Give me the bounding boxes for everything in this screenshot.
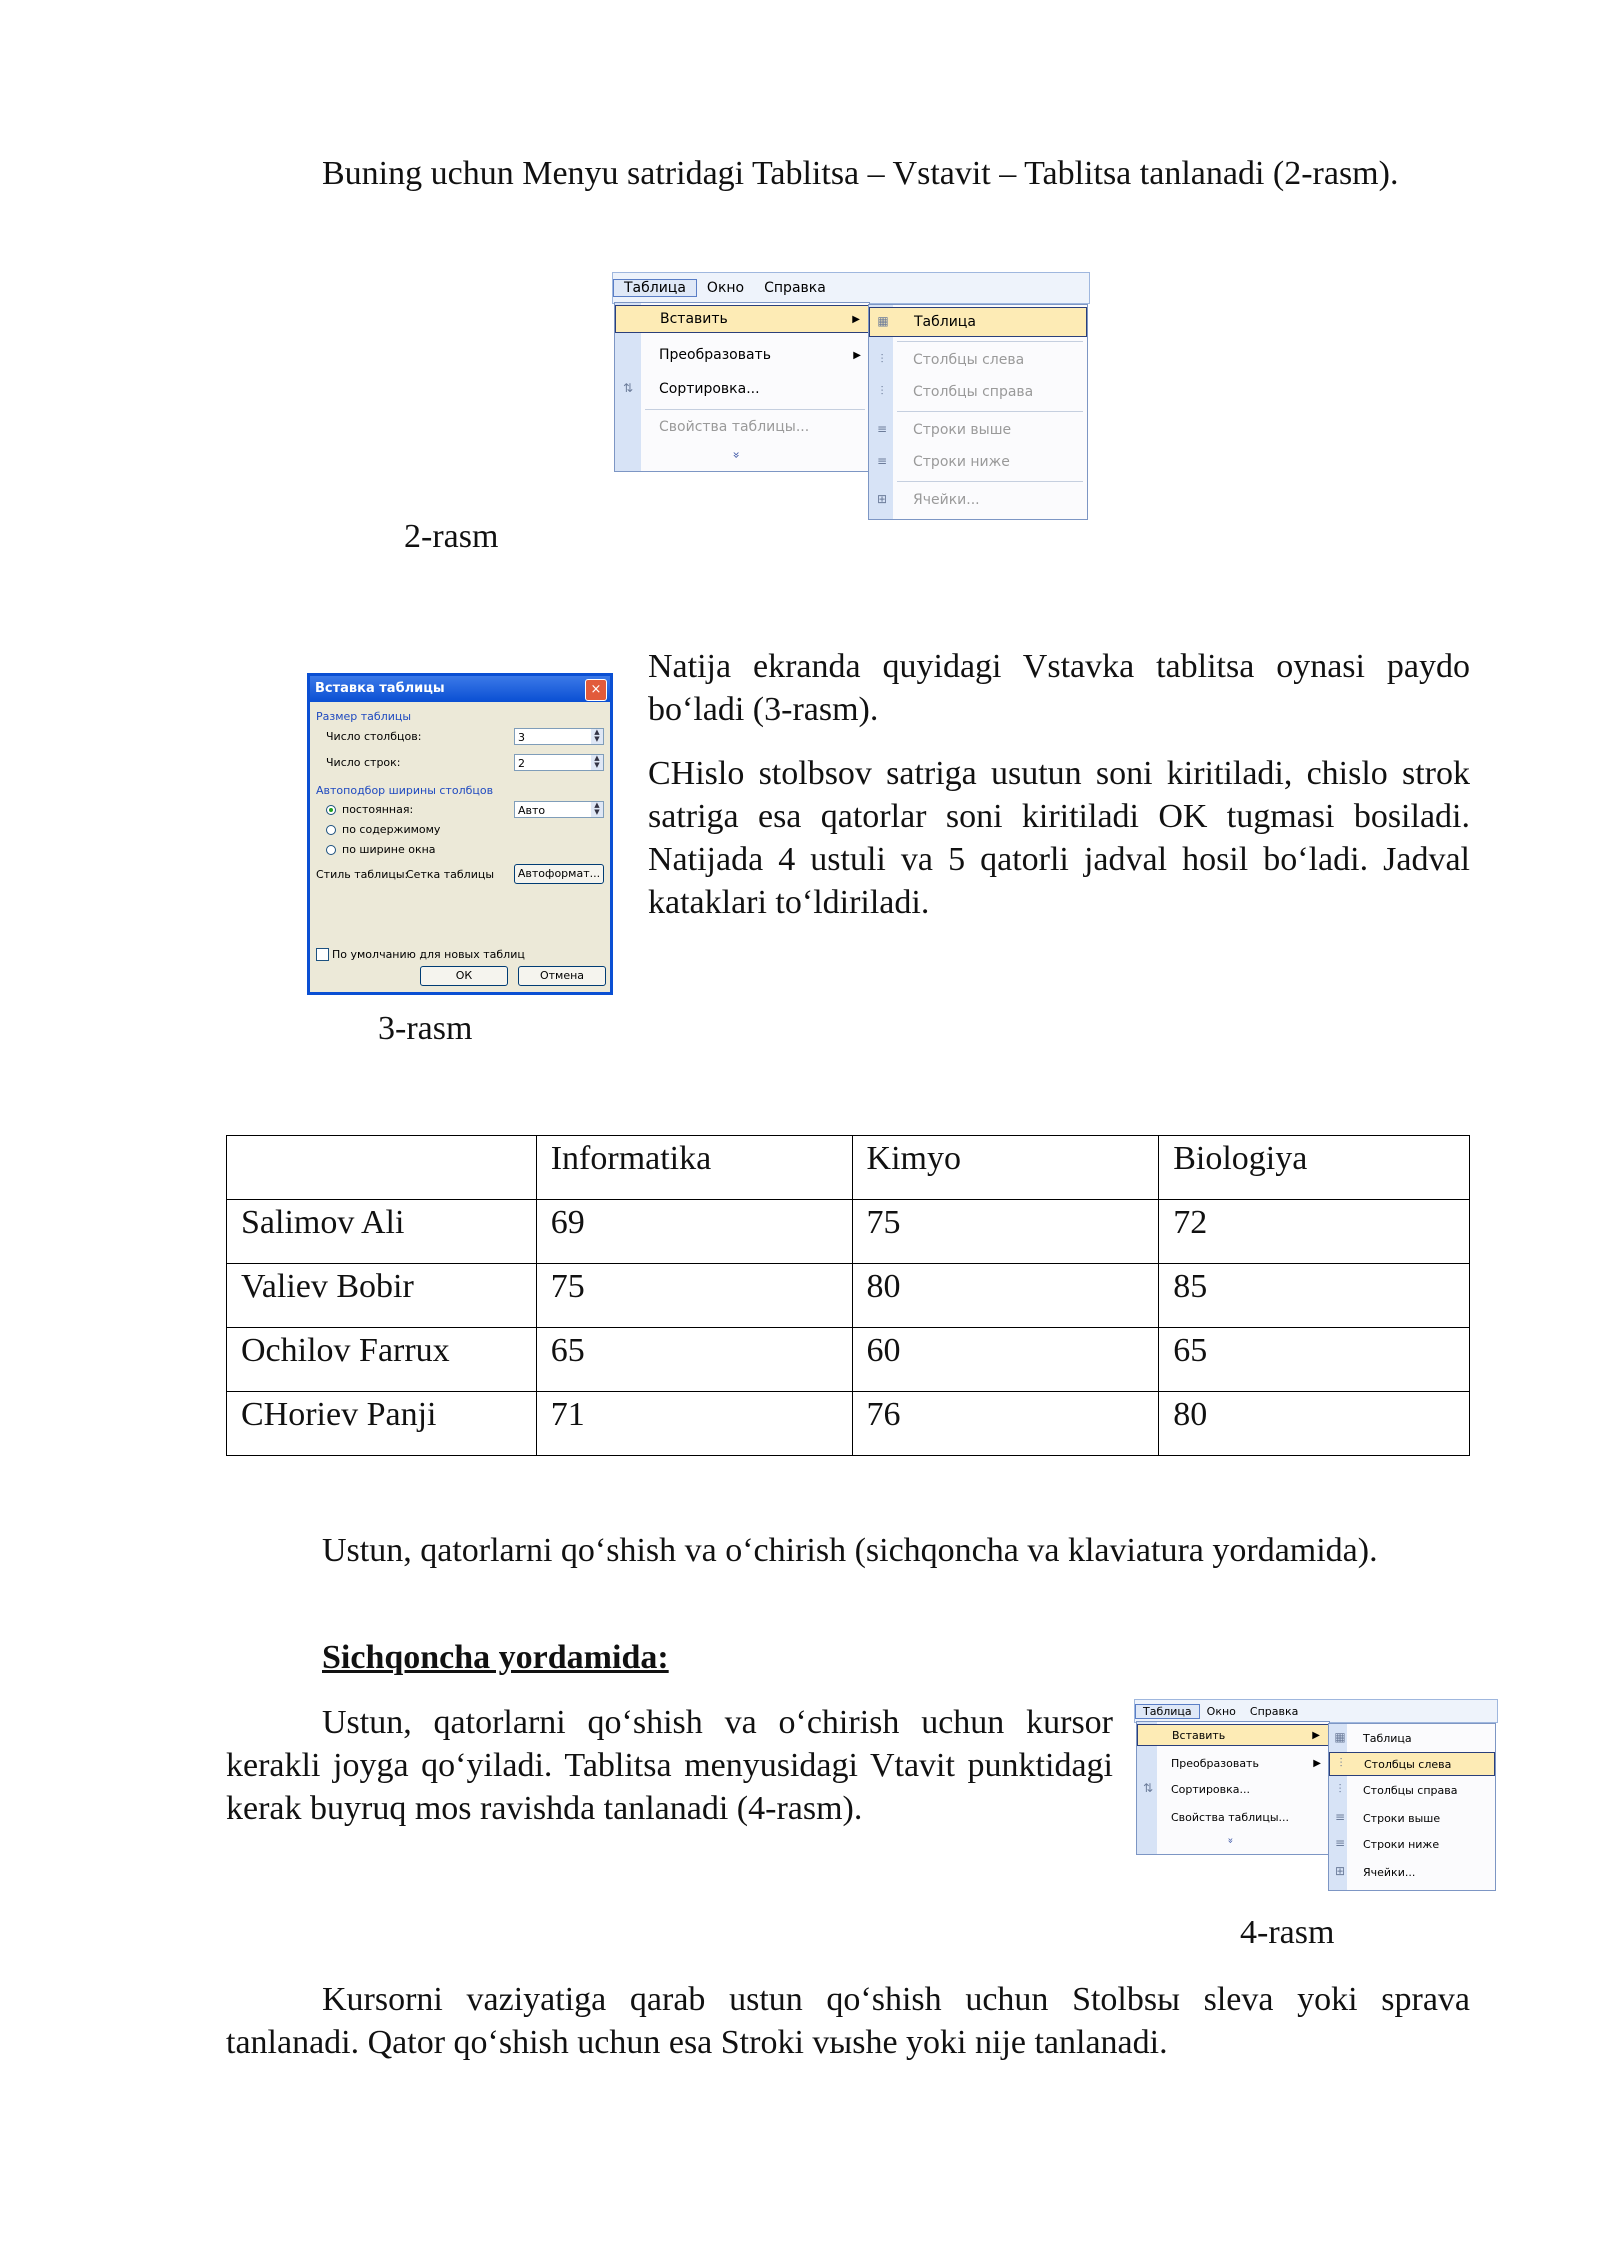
style-value: Сетка таблицы	[406, 868, 495, 881]
submenu-item-label: Столбцы справа	[913, 384, 1034, 400]
radio-window-label: по ширине окна	[342, 843, 436, 856]
menu-item-label: Преобразовать	[659, 347, 771, 363]
figure-4-menu-screenshot	[1134, 1699, 1498, 1891]
menu-okno[interactable]: Окно	[1206, 1704, 1236, 1718]
table-cell: CHoriev Panji	[227, 1392, 537, 1456]
table-cell: Valiev Bobir	[227, 1264, 537, 1328]
submenu-arrow-icon: ▶	[1313, 1757, 1321, 1769]
insert-cells-icon: ⊞	[1334, 1864, 1346, 1878]
submenu-item-label: Столбцы слева	[913, 352, 1025, 368]
menu-spravka[interactable]: Справка	[1249, 1704, 1299, 1718]
table-cell: 60	[852, 1328, 1159, 1392]
submenu-item-label: Ячейки...	[1363, 1865, 1416, 1879]
table-cell: 69	[536, 1200, 852, 1264]
submenu-item-stolbtsy-sprava[interactable]	[869, 377, 1087, 407]
submenu-item-tablitsa[interactable]	[869, 307, 1087, 337]
table-dropdown	[614, 302, 870, 472]
menu-item-preobrazovat[interactable]	[1137, 1752, 1329, 1774]
ok-button[interactable]: ОК	[420, 966, 508, 986]
menu-item-label: Вставить	[1172, 1728, 1226, 1742]
menu-item-label: Сортировка...	[659, 381, 760, 397]
rows-value: 2	[518, 757, 525, 770]
radio-content-label: по содержимому	[342, 823, 441, 836]
radio-content[interactable]	[326, 825, 336, 835]
submenu-item-label: Ячейки...	[913, 492, 980, 508]
submenu-item-label: Таблица	[1363, 1731, 1412, 1745]
figure-3-insert-table-dialog	[307, 673, 613, 995]
submenu-arrow-icon: ▶	[1312, 1729, 1320, 1741]
insert-column-right-icon: ⫶	[1338, 1782, 1342, 1796]
grades-table	[226, 1135, 1470, 1456]
table-cell: 65	[536, 1328, 852, 1392]
menu-item-vstavit[interactable]	[615, 305, 869, 333]
menu-expand[interactable]	[1137, 1830, 1329, 1850]
table-header-cell	[227, 1136, 537, 1200]
menu-okno[interactable]: Окно	[706, 280, 745, 296]
close-icon[interactable]: ×	[585, 679, 607, 701]
menu-bar	[1134, 1699, 1498, 1723]
caption-fig-3: 3-rasm	[378, 1010, 473, 1047]
menu-item-sortirovka[interactable]	[1137, 1778, 1329, 1800]
rows-input[interactable]	[514, 754, 604, 771]
default-checkbox-label: По умолчанию для новых таблиц	[332, 948, 525, 961]
table-row	[227, 1264, 1470, 1328]
submenu-item-stroki-vyshe[interactable]	[1329, 1806, 1495, 1830]
table-dropdown	[1136, 1721, 1330, 1855]
table-header-cell: Biologiya	[1159, 1136, 1470, 1200]
cols-input[interactable]	[514, 728, 604, 745]
paragraph-cursor-position: Kursorni vaziyatiga qarab ustun qo‘shish uchun Stolbsы sleva yoki sprava tanlanadi. Qator qo‘shish uchun esa Stroki vыshe yoki nije tanlanadi.	[226, 1981, 1470, 2061]
insert-row-above-icon: ≡	[876, 422, 888, 436]
submenu-item-label: Таблица	[914, 314, 976, 330]
table-cell: Ochilov Farrux	[227, 1328, 537, 1392]
group-table-size: Размер таблицы	[316, 710, 412, 723]
table-cell: 71	[536, 1392, 852, 1456]
cols-label: Число столбцов:	[326, 730, 422, 743]
insert-row-below-icon: ≡	[876, 454, 888, 468]
menu-spravka[interactable]: Справка	[764, 280, 826, 296]
spinner-icon[interactable]: ▲ ▼	[591, 802, 603, 817]
table-header-row	[227, 1136, 1470, 1200]
insert-column-left-icon: ⫶	[1339, 1756, 1343, 1770]
fixed-width-input[interactable]	[514, 801, 604, 818]
table-cell: Salimov Ali	[227, 1200, 537, 1264]
dialog-title: Вставка таблицы	[310, 676, 610, 702]
table-cell: 80	[1159, 1392, 1470, 1456]
expand-chevron-icon: »	[729, 451, 744, 459]
menu-item-label: Свойства таблицы...	[659, 419, 810, 435]
submenu-item-tablitsa[interactable]	[1329, 1726, 1495, 1750]
submenu-item-yacheyki[interactable]	[1329, 1860, 1495, 1884]
submenu-item-label: Строки выше	[1363, 1811, 1441, 1825]
menu-item-label: Преобразовать	[1171, 1756, 1259, 1770]
paragraph-mouse-steps: Ustun, qatorlarni qo‘shish va o‘chirish uchun kursor kerakli joyga qo‘yiladi. Tablitsa menyusidagi Vtavit punktidagi kerak buyruq mos ravishda tanlanadi (4-rasm).	[226, 1704, 1113, 1827]
table-header-cell: Kimyo	[852, 1136, 1159, 1200]
paragraph-result: Natija ekranda quyidagi Vstavka tablitsa oynasi paydo bo‘ladi (3-rasm).	[648, 648, 1470, 728]
table-cell: 75	[852, 1200, 1159, 1264]
insert-row-above-icon: ≡	[1334, 1810, 1346, 1824]
menu-item-svoystva[interactable]	[1137, 1806, 1329, 1828]
submenu-item-yacheyki[interactable]	[869, 485, 1087, 515]
submenu-item-stroki-nizhe[interactable]	[1329, 1832, 1495, 1856]
caption-fig-4: 4-rasm	[1240, 1914, 1335, 1951]
submenu-item-label: Столбцы слева	[1364, 1757, 1452, 1771]
rows-label: Число строк:	[326, 756, 401, 769]
table-icon: ▦	[1334, 1730, 1346, 1744]
insert-column-right-icon: ⫶	[880, 384, 884, 398]
paragraph-instructions: CHislo stolbsov satriga usutun soni kiritiladi, chislo strok satriga esa qatorlar soni kiritiladi OK tugmasi bosiladi. Natijada 4 ustuli va 5 qatorli jadval hosil bo‘ladi. Jadval kataklari to‘ldiriladi.	[648, 755, 1470, 921]
fixed-width-value: Авто	[518, 804, 546, 817]
table-cell: 65	[1159, 1328, 1470, 1392]
spinner-icon[interactable]: ▲ ▼	[591, 729, 603, 744]
vstavit-submenu	[1328, 1723, 1496, 1891]
spinner-icon[interactable]: ▲ ▼	[591, 755, 603, 770]
table-cell: 80	[852, 1264, 1159, 1328]
table-cell: 75	[536, 1264, 852, 1328]
radio-fixed-label: постоянная:	[342, 803, 414, 816]
submenu-item-stolbtsy-sleva[interactable]	[1329, 1752, 1495, 1776]
submenu-arrow-icon: ▶	[852, 313, 860, 325]
submenu-item-label: Строки ниже	[913, 454, 1010, 470]
vstavit-submenu	[868, 304, 1088, 520]
style-label: Стиль таблицы:	[316, 868, 409, 881]
table-row	[227, 1200, 1470, 1264]
radio-fixed[interactable]	[326, 805, 336, 815]
caption-fig-2: 2-rasm	[404, 518, 499, 555]
menu-tablitsa[interactable]: Таблица	[1135, 1704, 1200, 1719]
insert-column-left-icon: ⫶	[880, 352, 884, 366]
table-cell: 85	[1159, 1264, 1470, 1328]
paragraph-intro: Buning uchun Menyu satridagi Tablitsa – Vstavit – Tablitsa tanlanadi (2-rasm).	[322, 155, 1399, 192]
table-row	[227, 1392, 1470, 1456]
submenu-item-label: Столбцы справа	[1363, 1783, 1458, 1797]
section-heading: Sichqoncha yordamida:	[322, 1639, 669, 1676]
menu-item-vstavit[interactable]	[1137, 1724, 1329, 1746]
table-icon: ▦	[877, 314, 889, 328]
submenu-arrow-icon: ▶	[853, 349, 861, 361]
menu-item-label: Вставить	[660, 311, 728, 327]
menu-item-svoystva[interactable]	[615, 413, 869, 441]
sort-icon: ⇅	[622, 381, 634, 395]
figure-2-menu-screenshot	[612, 272, 1092, 522]
submenu-item-stroki-vyshe[interactable]	[869, 415, 1087, 445]
submenu-item-stolbtsy-sprava[interactable]	[1329, 1778, 1495, 1802]
menu-item-preobrazovat[interactable]	[615, 341, 869, 369]
menu-item-label: Сортировка...	[1171, 1782, 1251, 1796]
table-cell: 76	[852, 1392, 1159, 1456]
submenu-item-stroki-nizhe[interactable]	[869, 447, 1087, 477]
cancel-button[interactable]: Отмена	[518, 966, 606, 986]
expand-chevron-icon: »	[1224, 1836, 1236, 1844]
default-checkbox[interactable]	[316, 948, 329, 961]
table-cell: 72	[1159, 1200, 1470, 1264]
sort-icon: ⇅	[1142, 1781, 1154, 1795]
paragraph-add-remove: Ustun, qatorlarni qo‘shish va o‘chirish (sichqoncha va klaviatura yordamida).	[322, 1532, 1378, 1569]
group-autofit: Автоподбор ширины столбцов	[316, 784, 494, 797]
menu-bar	[612, 272, 1090, 304]
insert-cells-icon: ⊞	[876, 492, 888, 506]
cols-value: 3	[518, 731, 525, 744]
submenu-item-stolbtsy-sleva[interactable]	[869, 345, 1087, 375]
autoformat-button[interactable]: Автоформат...	[514, 864, 604, 884]
menu-item-label: Свойства таблицы...	[1171, 1810, 1289, 1824]
menu-item-sortirovka[interactable]	[615, 375, 869, 403]
insert-row-below-icon: ≡	[1334, 1836, 1346, 1850]
menu-tablitsa[interactable]: Таблица	[613, 279, 697, 297]
radio-window[interactable]	[326, 845, 336, 855]
submenu-item-label: Строки выше	[913, 422, 1012, 438]
table-row	[227, 1328, 1470, 1392]
submenu-item-label: Строки ниже	[1363, 1837, 1440, 1851]
menu-expand[interactable]	[615, 443, 869, 467]
table-header-cell: Informatika	[536, 1136, 852, 1200]
